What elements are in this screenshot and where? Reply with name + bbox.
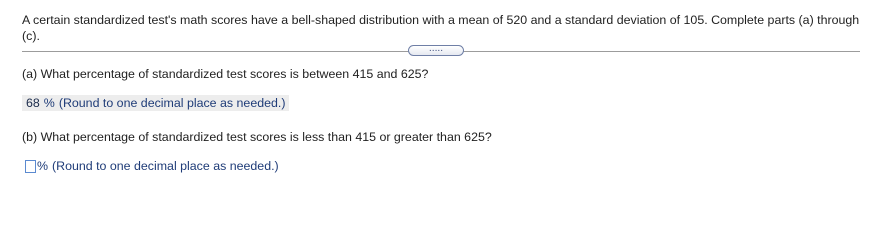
answer-b-rounding-note: (Round to one decimal place as needed.): [52, 159, 279, 173]
answer-b-unit: %: [37, 159, 49, 173]
answer-part-a: [22, 95, 289, 111]
question-part-a: (a) What percentage of standardized test scores is between 415 and 625?: [22, 67, 429, 81]
answer-a-value: 68: [26, 96, 40, 110]
answer-b-input[interactable]: [25, 160, 36, 173]
answer-a-rounding-note: (Round to one decimal place as needed.): [58, 96, 286, 110]
ellipsis-icon: .....: [428, 43, 444, 54]
problem-statement: A certain standardized test's math scores have a bell-shaped distribution with a mean of 520 and a standard deviation of 105. Complete parts (a) through (c).: [22, 13, 860, 43]
show-more-button[interactable]: [408, 45, 464, 56]
answer-a-unit: %: [43, 96, 55, 110]
question-part-b: (b) What percentage of standardized test scores is less than 415 or greater than 625?: [22, 130, 492, 144]
answer-part-b: [25, 159, 279, 173]
